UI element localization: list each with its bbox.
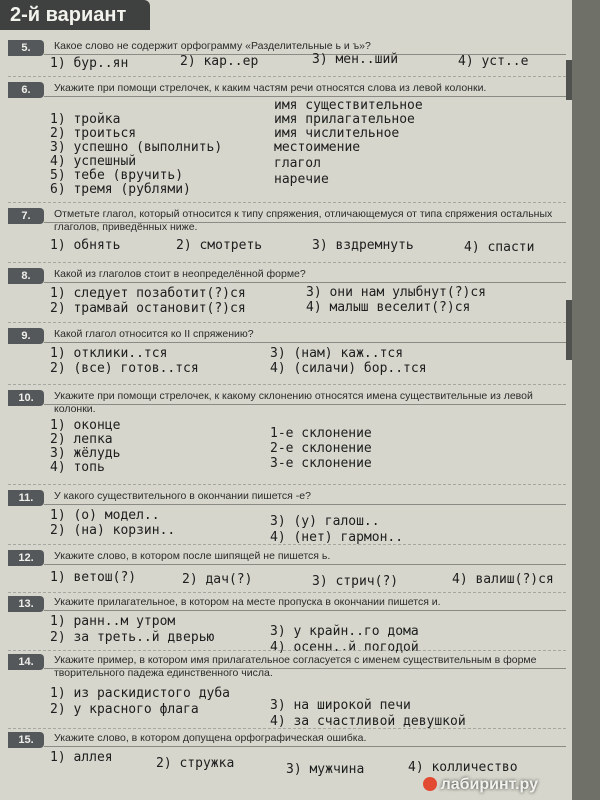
- question-text: Укажите прилагательное, в котором на месте пропуска в окончании пишется и.: [54, 596, 441, 608]
- left-item-1: 1) оконце: [50, 418, 121, 433]
- separator: [8, 544, 566, 545]
- option-1: 1) ветош(?): [50, 570, 137, 585]
- left-item-1: 1) тройка: [50, 112, 121, 127]
- question-14: [8, 654, 566, 728]
- separator: [8, 76, 566, 77]
- question-9: [8, 328, 566, 378]
- separator: [8, 650, 566, 651]
- question-number: 14.: [8, 654, 44, 670]
- option-4: 4) уст..е: [458, 54, 529, 69]
- option-2: 2) стружка: [156, 756, 235, 771]
- option-1: 1) ранн..м утром: [50, 614, 176, 629]
- question-text: Какой из глаголов стоит в неопределённой форме?: [54, 268, 306, 280]
- right-item-1: имя существительное: [274, 98, 423, 113]
- option-1: 1) следует позаботит(?)ся: [50, 286, 246, 301]
- option-4: 4) колличество: [408, 760, 518, 775]
- question-number: 12.: [8, 550, 44, 566]
- question-6: [8, 82, 566, 197]
- option-2: 2) смотреть: [176, 238, 263, 253]
- left-item-6: 6) тремя (рублями): [50, 182, 191, 197]
- option-2: 2) (на) корзин..: [50, 523, 176, 538]
- left-item-4: 4) успешный: [50, 154, 137, 169]
- option-2: 2) кар..ер: [180, 54, 259, 69]
- page-edge-tab: [566, 60, 572, 100]
- separator: [8, 262, 566, 263]
- separator: [8, 384, 566, 385]
- separator: [8, 202, 566, 203]
- divider: [44, 610, 566, 611]
- left-item-3: 3) жёлудь: [50, 446, 121, 461]
- divider: [44, 746, 566, 747]
- right-item-2: 2-е склонение: [270, 441, 372, 456]
- question-text: Укажите при помощи стрелочек, к каким частям речи относятся слова из левой колонки.: [54, 82, 487, 94]
- question-number: 13.: [8, 596, 44, 612]
- option-2: 2) у красного флага: [50, 702, 199, 717]
- option-1: 1) обнять: [50, 238, 121, 253]
- option-1: 1) из раскидистого дуба: [50, 686, 231, 701]
- right-item-3: 3-е склонение: [270, 456, 372, 471]
- labirint-logo-icon: [423, 777, 437, 791]
- divider: [44, 504, 566, 505]
- option-3: 3) мен..ший: [312, 52, 399, 67]
- option-2: 2) дач(?): [182, 572, 253, 587]
- left-item-3: 3) успешно (выполнить): [50, 140, 223, 155]
- option-4: 4) спасти: [464, 240, 535, 255]
- question-text: Отметьте глагол, который относится к типу спряжения, отличающемуся от типа спряжения остальных глаголов, приведённых ниже.: [54, 208, 553, 233]
- variant-title: 2-й вариант: [10, 4, 127, 26]
- page-edge-tab: [566, 300, 572, 360]
- option-3: 3) они нам улыбнут(?)ся: [306, 285, 487, 300]
- option-1: 1) отклики..тся: [50, 346, 168, 361]
- separator: [8, 728, 566, 729]
- separator: [8, 592, 566, 593]
- question-11: [8, 490, 566, 545]
- question-text: Какое слово не содержит орфограмму «Разделительные ь и ъ»?: [54, 40, 371, 52]
- left-item-4: 4) топь: [50, 460, 105, 475]
- option-3: 3) стрич(?): [312, 574, 399, 589]
- option-3: 3) (нам) каж..тся: [270, 346, 404, 361]
- question-text: Укажите при помощи стрелочек, к какому склонению относятся имена существительные из левой колонки.: [54, 390, 533, 415]
- option-4: 4) (силачи) бор..тся: [270, 361, 427, 376]
- right-item-4: местоимение: [274, 140, 361, 155]
- variant-header: [0, 0, 150, 30]
- question-number: 5.: [8, 40, 44, 56]
- left-item-2: 2) лепка: [50, 432, 113, 447]
- question-text: Какой глагол относится ко II спряжению?: [54, 328, 254, 340]
- right-item-6: наречие: [274, 172, 329, 187]
- question-number: 8.: [8, 268, 44, 284]
- option-3: 3) на широкой печи: [270, 698, 411, 713]
- divider: [44, 282, 566, 283]
- question-7: [8, 208, 566, 254]
- right-item-3: имя числительное: [274, 126, 400, 141]
- left-item-2: 2) троиться: [50, 126, 137, 141]
- option-2: 2) за треть..й дверью: [50, 630, 215, 645]
- option-4: 4) малыш веселит(?)ся: [306, 300, 471, 315]
- option-2: 2) трамвай остановит(?)ся: [50, 301, 246, 316]
- separator: [8, 322, 566, 323]
- option-1: 1) аллея: [50, 750, 113, 765]
- question-5: [8, 40, 566, 72]
- question-10: [8, 390, 566, 478]
- watermark: [423, 776, 538, 794]
- option-4: 4) валиш(?)ся: [452, 572, 554, 587]
- question-number: 9.: [8, 328, 44, 344]
- question-number: 10.: [8, 390, 44, 406]
- divider: [44, 342, 566, 343]
- option-1: 1) бур..ян: [50, 56, 129, 71]
- right-item-1: 1-е склонение: [270, 426, 372, 441]
- option-3: 3) мужчина: [286, 762, 365, 777]
- watermark-text: лабиринт.ру: [440, 776, 538, 793]
- right-item-5: глагол: [274, 156, 321, 171]
- divider: [44, 96, 566, 97]
- option-1: 1) (о) модел..: [50, 508, 160, 523]
- question-number: 11.: [8, 490, 44, 506]
- question-13: [8, 596, 566, 655]
- option-3: 3) у крайн..го дома: [270, 624, 419, 639]
- question-12: [8, 550, 566, 590]
- option-4: 4) (нет) гармон..: [270, 530, 404, 545]
- question-text: Укажите слово, в котором после шипящей не пишется ь.: [54, 550, 331, 562]
- option-3: 3) (у) галош..: [270, 514, 380, 529]
- option-3: 3) вздремнуть: [312, 238, 414, 253]
- question-text: У какого существительного в окончании пишется -е?: [54, 490, 311, 502]
- question-number: 15.: [8, 732, 44, 748]
- question-number: 7.: [8, 208, 44, 224]
- question-text: Укажите слово, в котором допущена орфографическая ошибка.: [54, 732, 367, 744]
- question-8: [8, 268, 566, 318]
- question-text: Укажите пример, в котором имя прилагательное согласуется с именем существительным в форме творительного падежа единственного числа.: [54, 654, 537, 679]
- divider: [44, 564, 566, 565]
- question-number: 6.: [8, 82, 44, 98]
- right-item-2: имя прилагательное: [274, 112, 415, 127]
- separator: [8, 484, 566, 485]
- option-2: 2) (все) готов..тся: [50, 361, 199, 376]
- left-item-5: 5) тебе (вручить): [50, 168, 184, 183]
- option-4: 4) осенн..й погодой: [270, 640, 419, 655]
- option-4: 4) за счастливой девушкой: [270, 714, 466, 729]
